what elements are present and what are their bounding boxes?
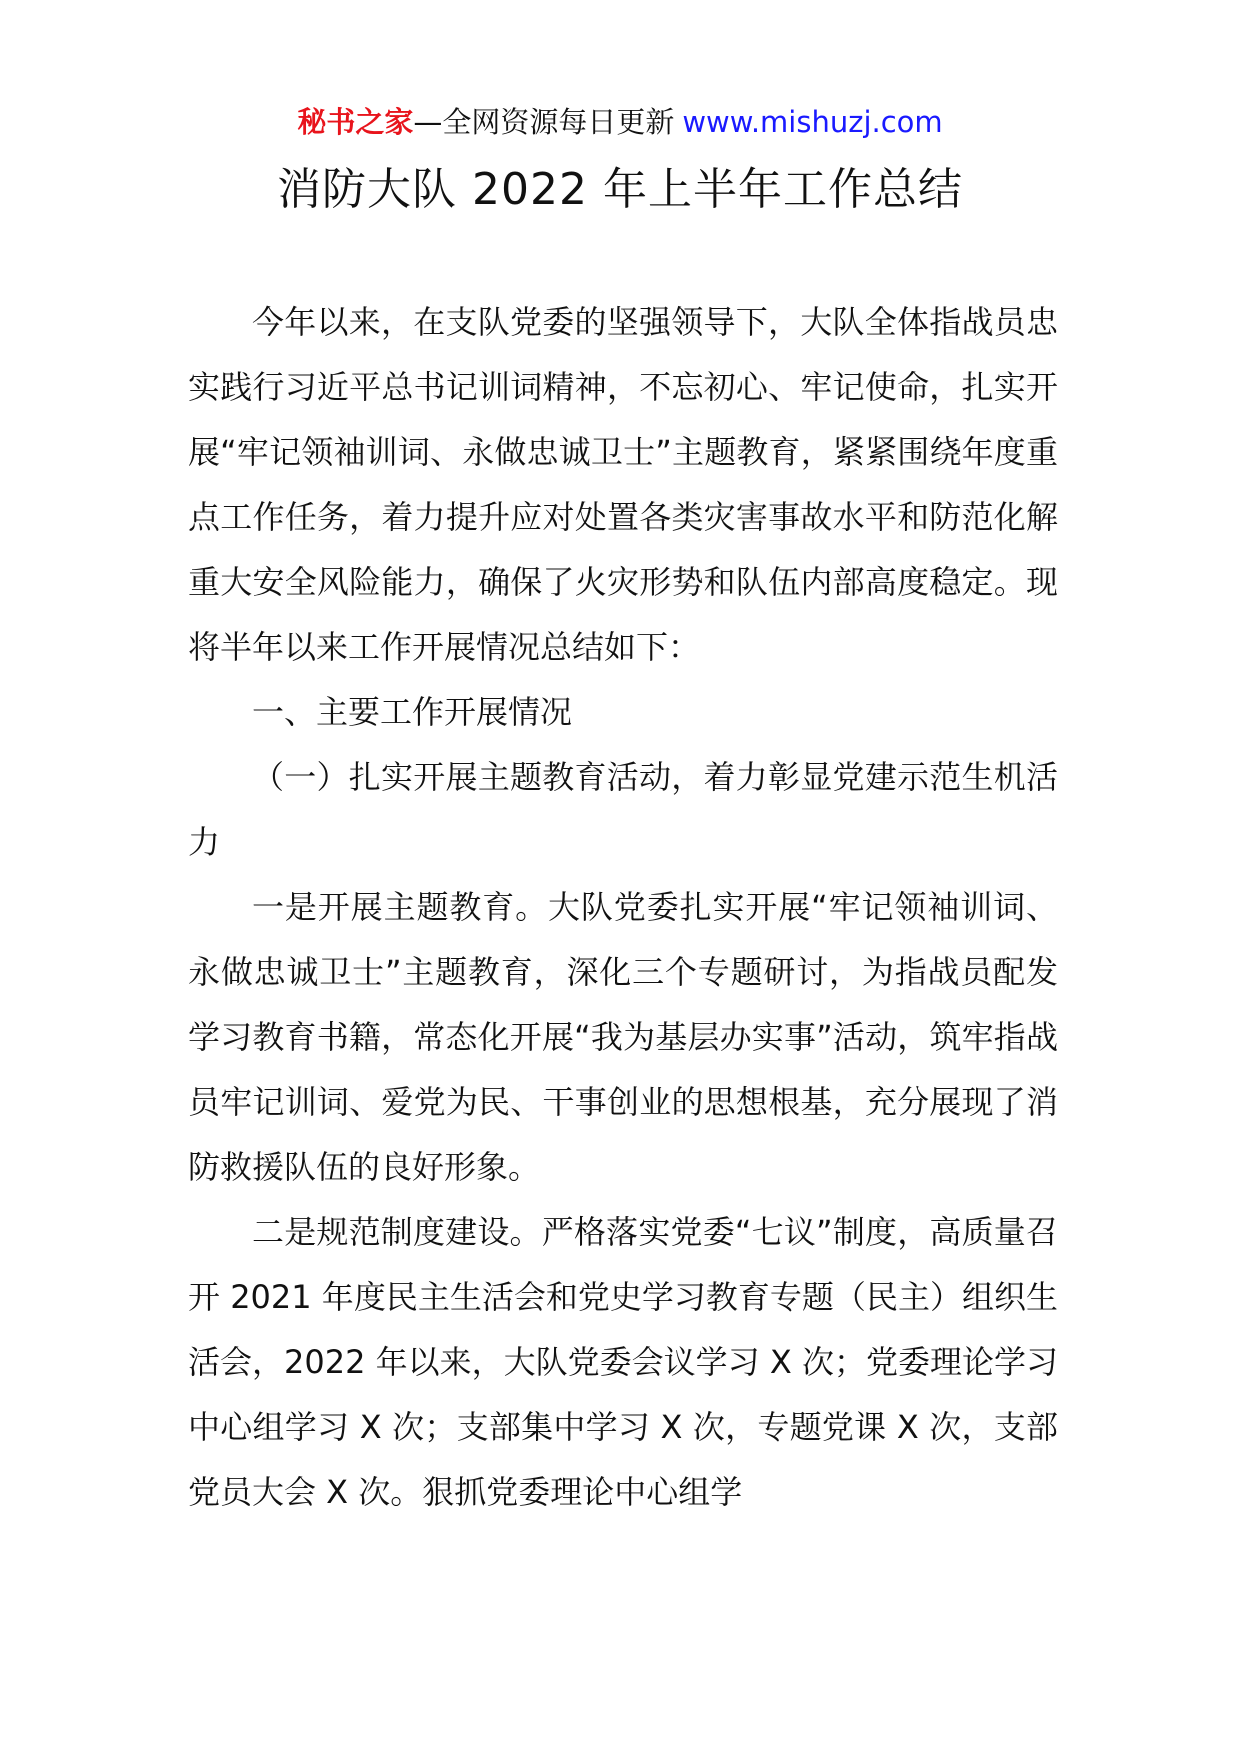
body-paragraph: 一是开展主题教育。大队党委扎实开展“牢记领袖训词、永做忠诚卫士”主题教育，深化三个专题研讨，为指战员配发学习教育书籍，常态化开展“我为基层办实事”活动，筑牢指战员牢记训词、爱党为民、干事创业的思想根基，充分展现了消防救援队伍的良好形象。 bbox=[188, 888, 1058, 1186]
header-tagline: —全网资源每日更新 bbox=[413, 105, 675, 139]
document-title: 消防大队 2022 年上半年工作总结 bbox=[277, 164, 963, 215]
document-body bbox=[188, 290, 1058, 1525]
brand-name: 秘书之家 bbox=[297, 105, 414, 139]
subsection-heading: （一）扎实开展主题教育活动，着力彰显党建示范生机活力 bbox=[188, 758, 1058, 861]
body-paragraph: 二是规范制度建设。严格落实党委“七议”制度，高质量召开 2021 年度民主生活会和党史学习教育专题（民主）组织生活会，2022 年以来，大队党委会议学习 X 次；党委理论学习中心组学习 X 次；支部集中学习 X 次，专题党课 X 次，支部党员大会 X 次。狠抓党委理论中心组学 bbox=[188, 1213, 1058, 1511]
site-url-link[interactable]: www.mishuzj.com bbox=[682, 105, 943, 139]
section-heading: 一、主要工作开展情况 bbox=[252, 693, 573, 731]
site-header bbox=[0, 102, 1240, 142]
intro-paragraph: 今年以来，在支队党委的坚强领导下，大队全体指战员忠实践行习近平总书记训词精神，不忘初心、牢记使命，扎实开展“牢记领袖训词、永做忠诚卫士”主题教育，紧紧围绕年度重点工作任务，着力提升应对处置各类灾害事故水平和防范化解重大安全风险能力，确保了火灾形势和队伍内部高度稳定。现将半年以来工作开展情况总结如下： bbox=[188, 303, 1058, 666]
